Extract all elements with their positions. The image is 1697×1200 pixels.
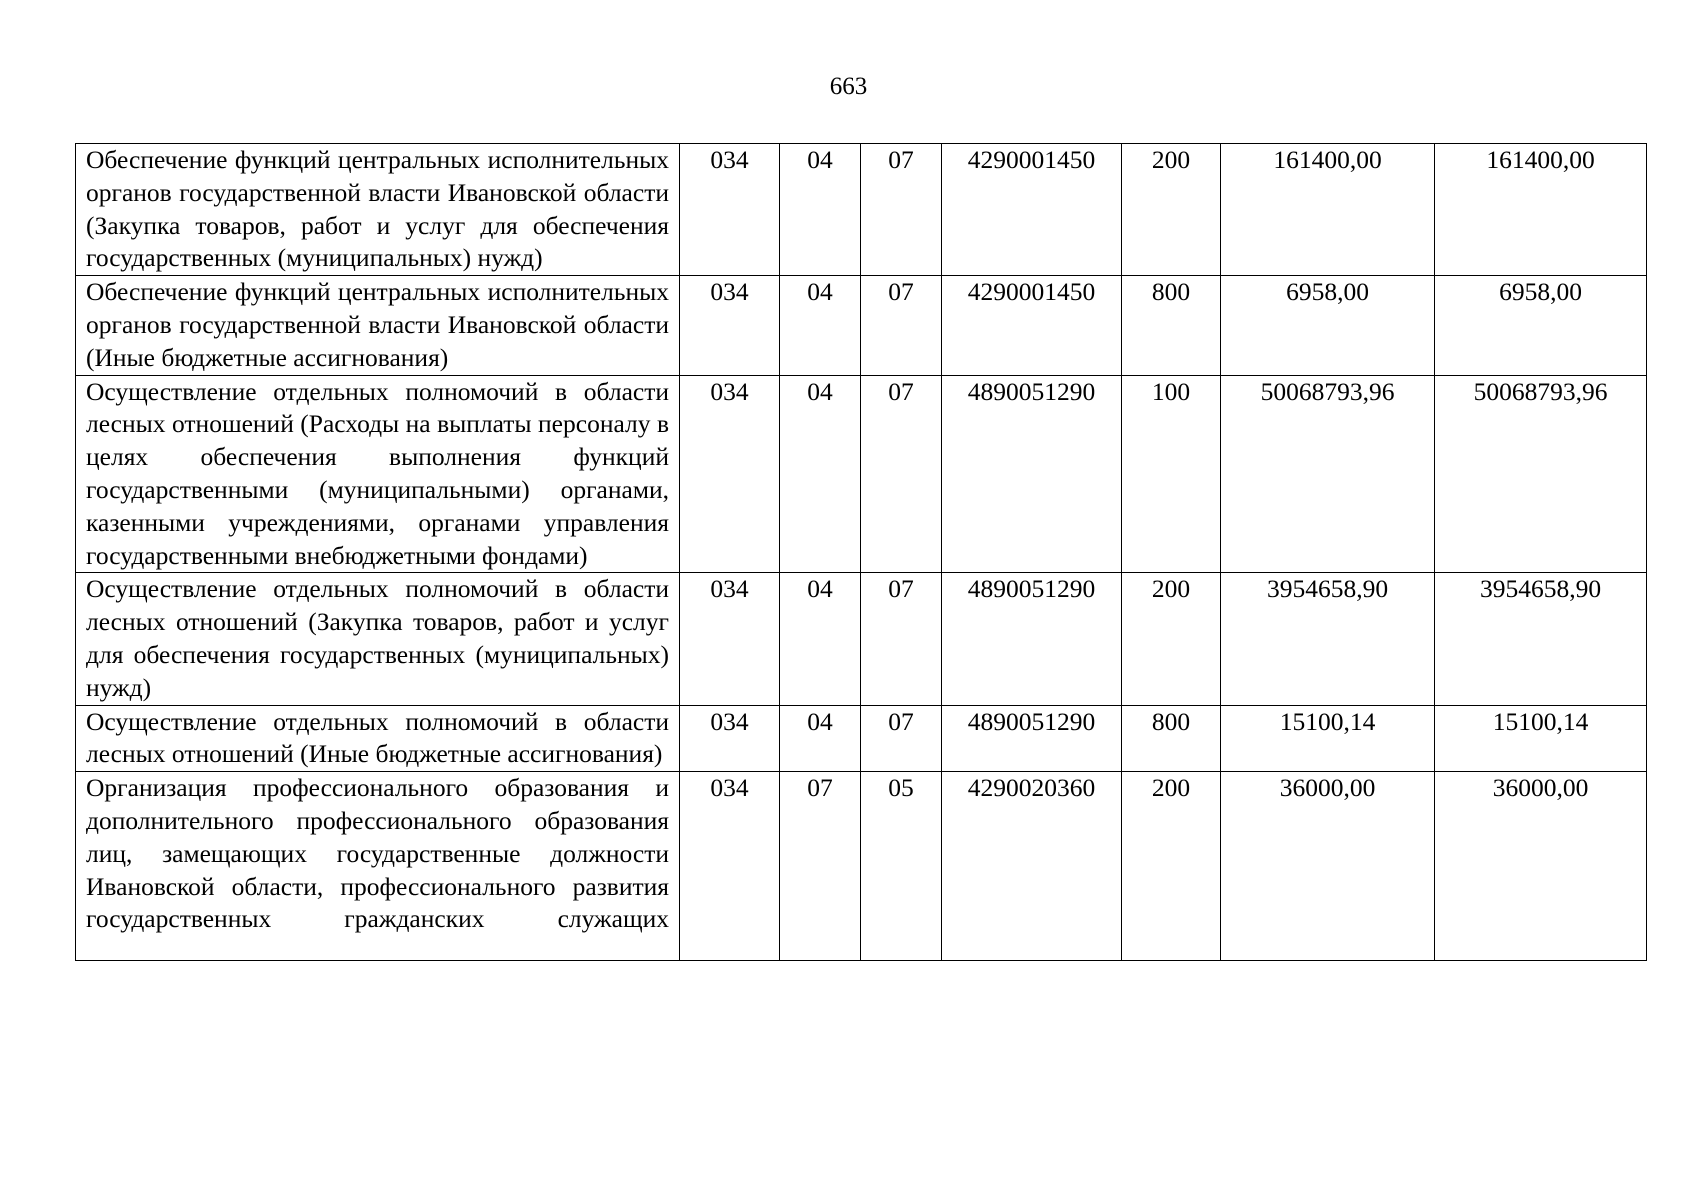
ministry-code: 034 [680, 375, 780, 573]
expense-type-code: 200 [1122, 144, 1221, 276]
amount-first: 36000,00 [1221, 772, 1435, 961]
amount-second: 3954658,90 [1435, 573, 1647, 705]
ministry-code: 034 [680, 144, 780, 276]
amount-first: 6958,00 [1221, 276, 1435, 375]
row-description: Обеспечение функций центральных исполнительных органов государственной власти Ивановской области (Закупка товаров, работ и услуг для обеспечения государственных (муниципальных) нужд) [76, 144, 680, 276]
expense-type-code: 800 [1122, 276, 1221, 375]
table-row [76, 573, 1647, 705]
row-description: Осуществление отдельных полномочий в области лесных отношений (Закупка товаров, работ и услуг для обеспечения государственных (муниципальных) нужд) [76, 573, 680, 705]
amount-first: 3954658,90 [1221, 573, 1435, 705]
subsection-code: 07 [861, 573, 942, 705]
target-article-code: 4890051290 [942, 705, 1122, 772]
section-code: 04 [780, 276, 861, 375]
expense-type-code: 800 [1122, 705, 1221, 772]
amount-second: 6958,00 [1435, 276, 1647, 375]
ministry-code: 034 [680, 276, 780, 375]
row-description: Организация профессионального образования и дополнительного профессионального образования лиц, замещающих государственные должности Ивановской области, профессионального развития государственных гражданских служащих [86, 773, 669, 934]
amount-first: 50068793,96 [1221, 375, 1435, 573]
table-row [76, 705, 1647, 772]
target-article-code: 4890051290 [942, 375, 1122, 573]
expense-type-code: 100 [1122, 375, 1221, 573]
row-description: Обеспечение функций центральных исполнительных органов государственной власти Ивановской области (Иные бюджетные ассигнования) [76, 276, 680, 375]
target-article-code: 4290001450 [942, 144, 1122, 276]
subsection-code: 07 [861, 705, 942, 772]
expense-type-code: 200 [1122, 573, 1221, 705]
target-article-code: 4890051290 [942, 573, 1122, 705]
row-description-cell [76, 772, 680, 961]
ministry-code: 034 [680, 573, 780, 705]
section-code: 04 [780, 573, 861, 705]
section-code: 04 [780, 705, 861, 772]
subsection-code: 05 [861, 772, 942, 961]
amount-second: 50068793,96 [1435, 375, 1647, 573]
section-code: 07 [780, 772, 861, 961]
subsection-code: 07 [861, 276, 942, 375]
row-description: Осуществление отдельных полномочий в области лесных отношений (Иные бюджетные ассигнования) [76, 705, 680, 772]
amount-second: 161400,00 [1435, 144, 1647, 276]
subsection-code: 07 [861, 144, 942, 276]
expense-type-code: 200 [1122, 772, 1221, 961]
ministry-code: 034 [680, 705, 780, 772]
table-row [76, 144, 1647, 276]
amount-second: 36000,00 [1435, 772, 1647, 961]
target-article-code: 4290020360 [942, 772, 1122, 961]
target-article-code: 4290001450 [942, 276, 1122, 375]
section-code: 04 [780, 144, 861, 276]
section-code: 04 [780, 375, 861, 573]
budget-table [75, 143, 1647, 961]
table-row [76, 772, 1647, 961]
amount-first: 15100,14 [1221, 705, 1435, 772]
ministry-code: 034 [680, 772, 780, 961]
table-row [76, 375, 1647, 573]
table-row [76, 276, 1647, 375]
amount-first: 161400,00 [1221, 144, 1435, 276]
amount-second: 15100,14 [1435, 705, 1647, 772]
subsection-code: 07 [861, 375, 942, 573]
row-description: Осуществление отдельных полномочий в области лесных отношений (Расходы на выплаты персоналу в целях обеспечения выполнения функций государственными (муниципальными) органами, казенными учреждениями, органами управления государственными внебюджетными фондами) [76, 375, 680, 573]
page-number: 663 [829, 73, 868, 100]
